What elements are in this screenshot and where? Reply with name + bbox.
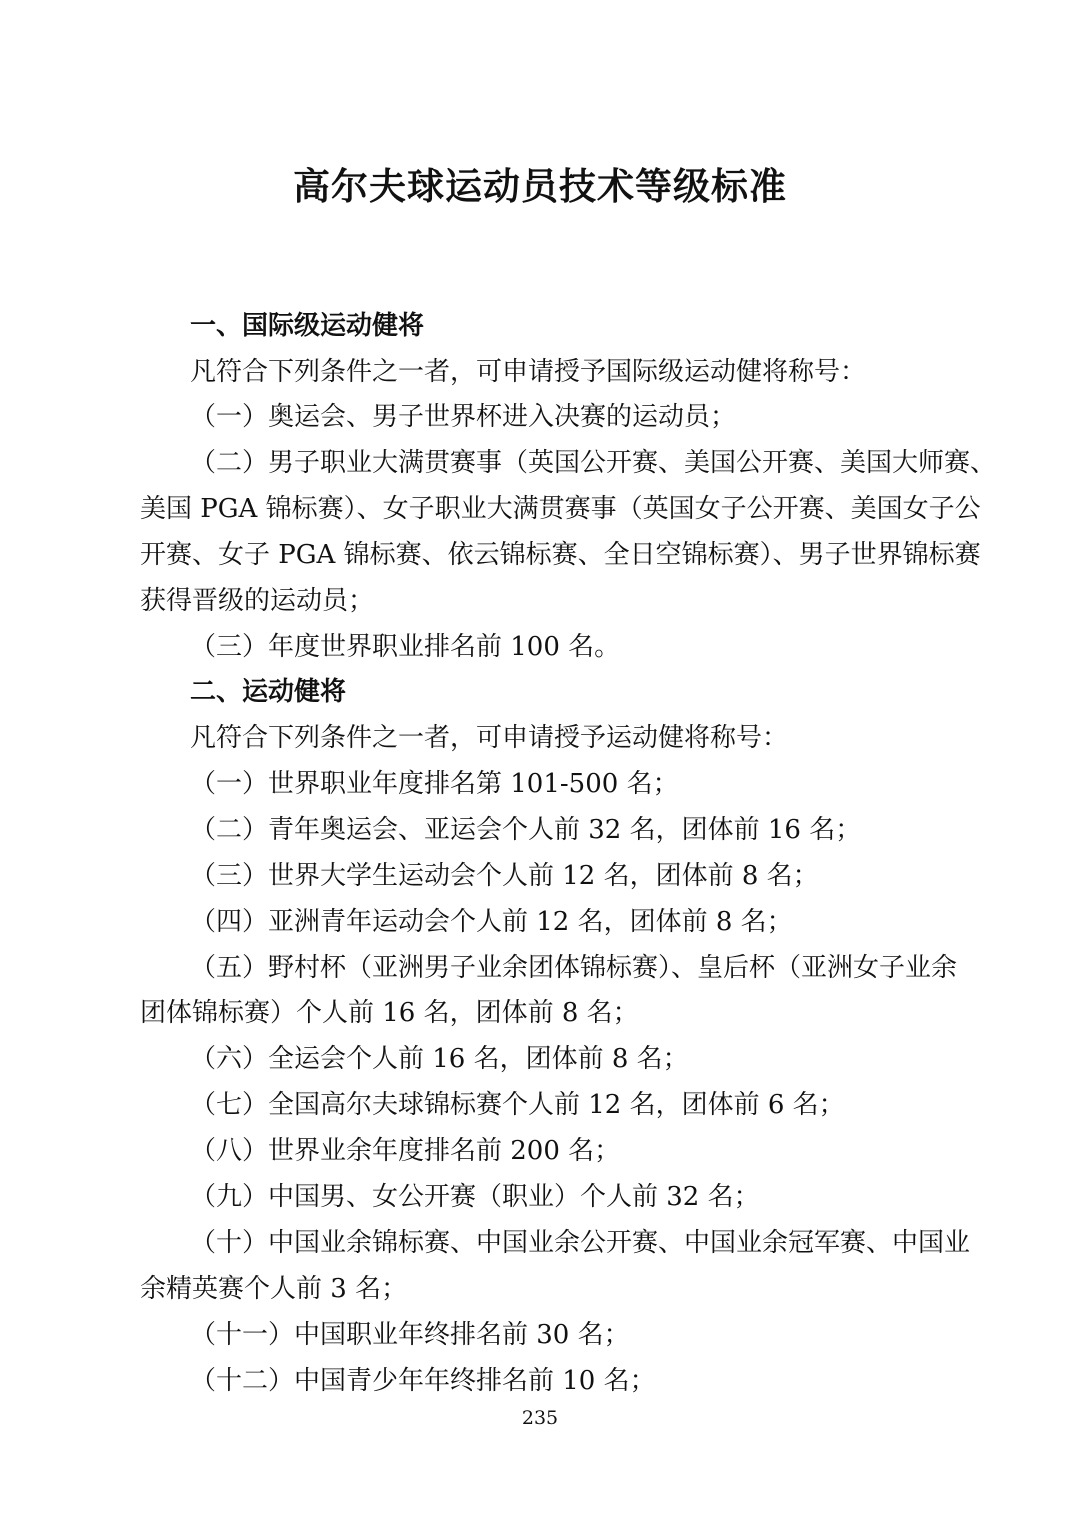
section-2-item-6: （六）全运会个人前 16 名，团体前 8 名；	[190, 1044, 689, 1074]
section-2-item-9: （九）中国男、女公开赛（职业）个人前 32 名；	[190, 1182, 760, 1212]
section-2-heading: 二、运动健将	[190, 677, 347, 707]
section-2-item-4: （四）亚洲青年运动会个人前 12 名，团体前 8 名；	[190, 907, 793, 937]
section-2-item-8: （八）世界业余年度排名前 200 名；	[190, 1136, 621, 1166]
page-number: 235	[521, 1407, 559, 1429]
section-2-intro: 凡符合下列条件之一者，可申请授予运动健将称号：	[190, 723, 789, 753]
section-2-item-10-line-1: （十）中国业余锦标赛、中国业余公开赛、中国业余冠军赛、中国业	[190, 1228, 971, 1258]
section-2-item-5-line-1: （五）野村杯（亚洲男子业余团体锦标赛）、皇后杯（亚洲女子业余	[190, 953, 958, 983]
section-1-heading: 一、国际级运动健将	[190, 311, 425, 341]
section-2-item-5-line-2: 团体锦标赛）个人前 16 名，团体前 8 名；	[140, 998, 639, 1028]
section-2-item-2: （二）青年奥运会、亚运会个人前 32 名，团体前 16 名；	[190, 815, 862, 845]
section-1-item-2-line-4: 获得晋级的运动员；	[140, 586, 375, 616]
section-1-item-3: （三）年度世界职业排名前 100 名。	[190, 632, 621, 662]
section-1-item-2-line-1: （二）男子职业大满贯赛事（英国公开赛、美国公开赛、美国大师赛、	[190, 448, 997, 478]
section-2-item-7: （七）全国高尔夫球锦标赛个人前 12 名，团体前 6 名；	[190, 1090, 845, 1120]
section-2-item-11: （十一）中国职业年终排名前 30 名；	[190, 1320, 630, 1350]
section-1-item-2-line-2: 美国 PGA 锦标赛）、女子职业大满贯赛事（英国女子公开赛、美国女子公	[140, 494, 981, 524]
document-title: 高尔夫球运动员技术等级标准	[293, 164, 787, 208]
section-1-item-1: （一）奥运会、男子世界杯进入决赛的运动员；	[190, 402, 737, 432]
section-1-item-2-line-3: 开赛、女子 PGA 锦标赛、依云锦标赛、全日空锦标赛）、男子世界锦标赛	[140, 540, 981, 570]
section-2-item-3: （三）世界大学生运动会个人前 12 名，团体前 8 名；	[190, 861, 819, 891]
section-2-item-10-line-2: 余精英赛个人前 3 名；	[140, 1274, 408, 1304]
section-1-intro: 凡符合下列条件之一者，可申请授予国际级运动健将称号：	[190, 357, 867, 387]
section-2-item-12: （十二）中国青少年年终排名前 10 名；	[190, 1366, 656, 1396]
section-2-item-1: （一）世界职业年度排名第 101-500 名；	[190, 769, 679, 799]
